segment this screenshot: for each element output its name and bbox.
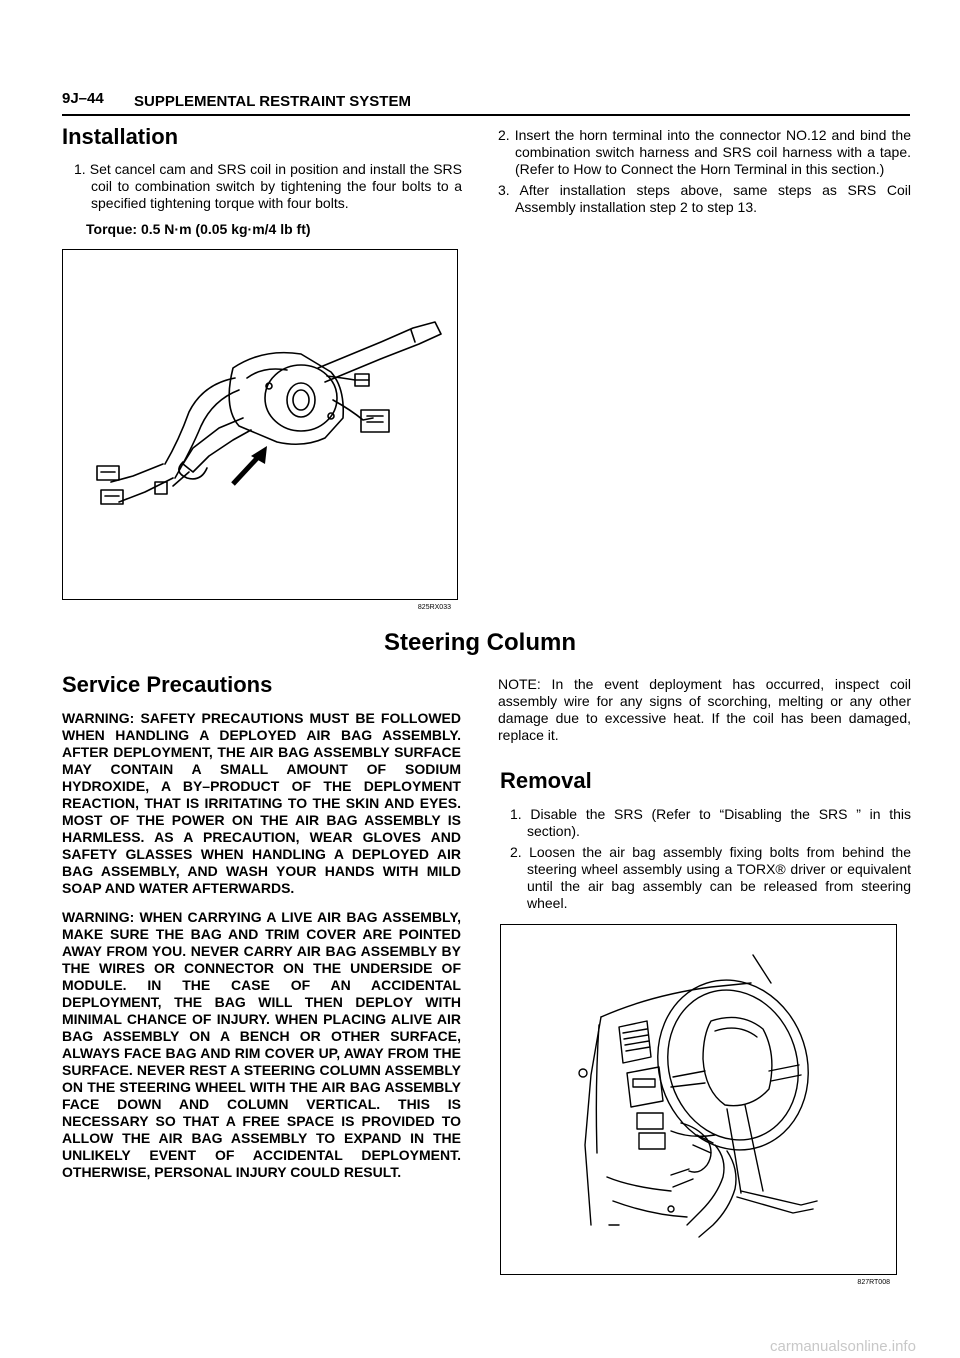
removal-step-2: 2. Loosen the air bag assembly fixing bolts from behind the steering wheel assembly using a TORX® driver or equivalent until the air bag assembly can be released from steering wheel.	[510, 844, 911, 911]
section-title: SUPPLEMENTAL RESTRAINT SYSTEM	[134, 93, 411, 110]
service-precautions-heading: Service Precautions	[62, 672, 273, 697]
header-rule	[62, 114, 910, 116]
combination-switch-drawing	[63, 250, 457, 599]
removal-step-1: 1. Disable the SRS (Refer to “Disabling the SRS ” in this section).	[510, 806, 911, 839]
installation-step-2: 2. Insert the horn terminal into the connector NO.12 and bind the combination switch harness and SRS coil harness with a tape. (Refer to How to Connect the Horn Terminal in this section.)	[498, 127, 911, 177]
steering-column-heading: Steering Column	[383, 629, 576, 656]
figure-caption-1: 825RX033	[417, 604, 451, 611]
warnings-block	[62, 710, 461, 1181]
steering-wheel-figure	[500, 924, 897, 1286]
torque-spec: Torque: 0.5 N·m (0.05 kg·m/4 lb ft)	[86, 221, 311, 237]
section-number: 9J–44	[62, 90, 104, 107]
deployment-note: NOTE: In the event deployment has occurred, inspect coil assembly wire for any signs of scorching, melting or any other damage due to excessive heat. If the coil has been damaged, replace it.	[498, 676, 911, 743]
installation-step-3: 3. After installation steps above, same steps as SRS Coil Assembly installation step 2 to step 13.	[498, 182, 911, 215]
figure-caption-2: 827RT008	[857, 1279, 890, 1286]
combination-switch-figure	[62, 249, 458, 611]
installation-heading: Installation	[62, 124, 179, 149]
warning-deployed-airbag: WARNING: SAFETY PRECAUTIONS MUST BE FOLLOWED WHEN HANDLING A DEPLOYED AIR BAG ASSEMBLY. AFTER DEPLOYMENT, THE AIR BAG ASSEMBLY SURFACE MAY CONTAIN A SMALL AMOUNT OF SODIUM HYDROXIDE, A BY–PRODUCT OF THE DEPLOYMENT REACTION, THAT IS IRRITATING TO THE SKIN AND EYES. MOST OF THE POWER ON THE AIR BAG ASSEMBLY IS HARMLESS. AS A PRECAUTION, WEAR GLOVES AND SAFETY GLASSES WHEN HANDLING A DEPLOYED AIR BAG ASSEMBLY, AND WASH YOUR HANDS WITH MILD SOAP AND WATER AFTERWARDS.	[62, 710, 461, 896]
installation-step-1: 1. Set cancel cam and SRS coil in position and install the SRS coil to combination switch by tightening the four bolts to a specified tightening torque with four bolts.	[74, 161, 462, 211]
watermark: carmanualsonline.info	[770, 1338, 916, 1355]
steering-wheel-drawing	[501, 925, 896, 1274]
installation-step-1-block	[74, 161, 462, 216]
removal-heading: Removal	[500, 768, 592, 793]
removal-steps	[510, 806, 911, 916]
installation-continued	[498, 127, 911, 220]
warning-live-airbag: WARNING: WHEN CARRYING A LIVE AIR BAG ASSEMBLY, MAKE SURE THE BAG AND TRIM COVER ARE POINTED AWAY FROM YOU. NEVER CARRY AIR BAG ASSEMBLY BY THE WIRES OR CONNECTOR ON THE UNDERSIDE OF MODULE. IN THE CASE OF AN ACCIDENTAL DEPLOYMENT, THE BAG WILL THEN DEPLOY WITH MINIMAL CHANCE OF INJURY. WHEN PLACING ALIVE AIR BAG ASSEMBLY ON A BENCH OR OTHER SURFACE, ALWAYS FACE BAG AND RIM COVER UP, AWAY FROM THE SURFACE. NEVER REST A STEERING COLUMN ASSEMBLY ON THE STEERING WHEEL WITH THE AIR BAG ASSEMBLY FACE DOWN AND COLUMN VERTICAL. THIS IS NECESSARY SO THAT A FREE SPACE IS PROVIDED TO ALLOW THE AIR BAG ASSEMBLY TO EXPAND IN THE UNLIKELY EVENT OF ACCIDENTAL DEPLOYMENT. OTHERWISE, PERSONAL INJURY COULD RESULT.	[62, 909, 461, 1180]
